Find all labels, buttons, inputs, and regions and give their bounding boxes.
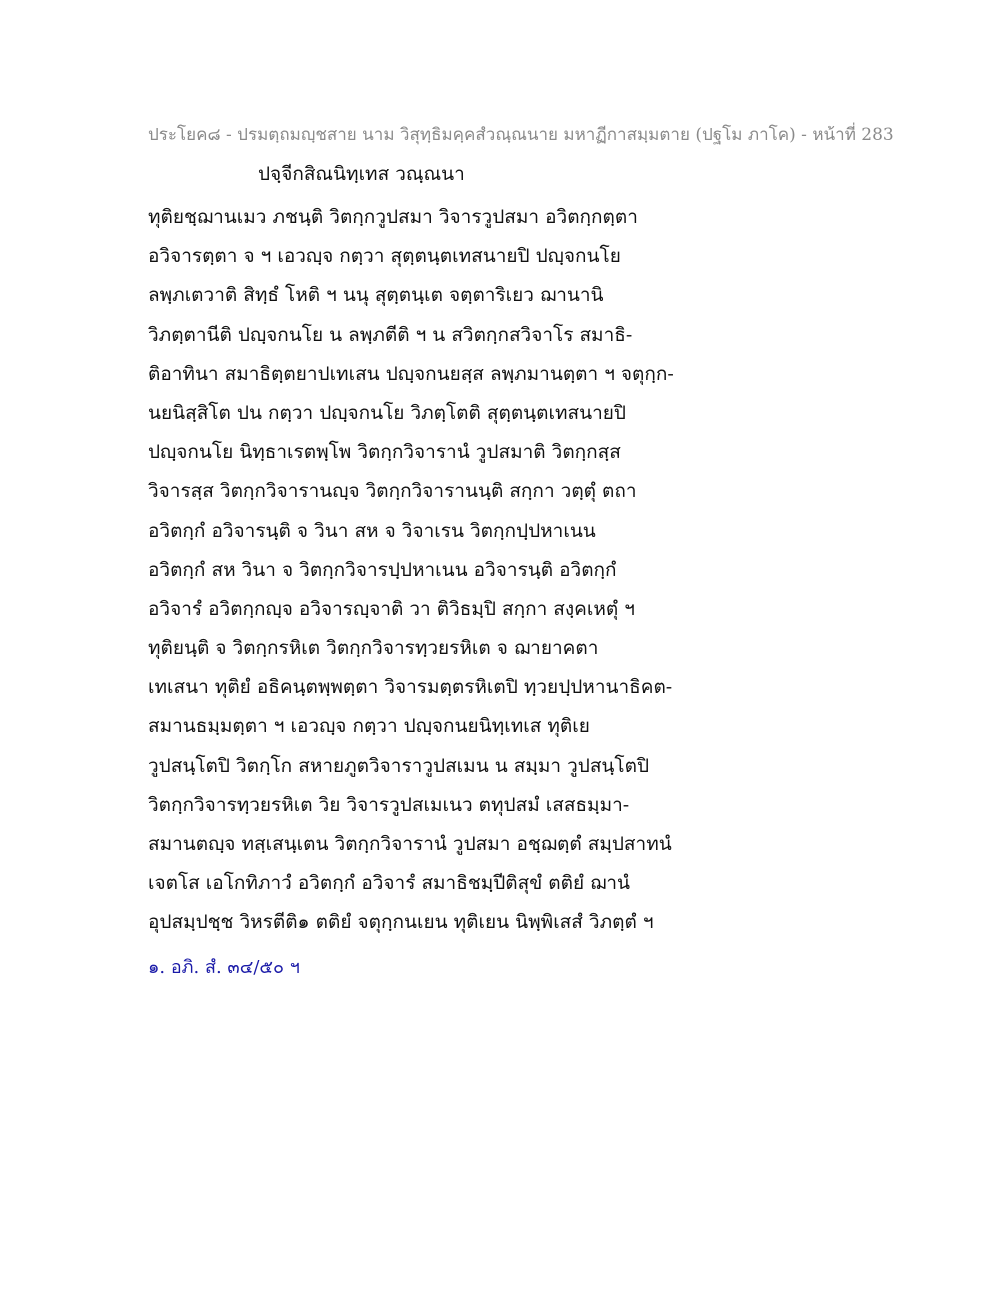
body-line: เทเสนา ทุติยํ อธิคนฺตพฺพตฺตา วิจารมตฺตรหิเตปิ ทฺวยปฺปหานาธิคต- — [148, 676, 673, 699]
section-title: ปจฺจีกสิณนิทฺเทส วณฺณนา — [258, 163, 465, 185]
body-line: นยนิสฺสิโต ปน กตฺวา ปญฺจกนโย วิภตฺโตติ สุตฺตนฺตเทสนายปิ — [148, 401, 626, 424]
body-line: สมานธมฺมตฺตา ฯ เอวญฺจ กตฺวา ปญฺจกนยนิทฺเทเส ทุติเย — [148, 715, 590, 738]
body-line: สมานตญฺจ ทสฺเสนฺเตน วิตกฺกวิจารานํ วูปสมา อชฺฌตฺตํ สมฺปสาทนํ — [148, 833, 672, 855]
body-text — [148, 198, 748, 943]
body-line: อวิจารํ อวิตกฺกญฺจ อวิจารญฺจาติ วา ติวิธมฺปิ สกฺกา สงฺคเหตุํ ฯ — [148, 597, 635, 620]
body-line: อวิตกฺกํ สห วินา จ วิตกฺกวิจารปฺปหาเนน อวิจารนฺติ อวิตกฺกํ — [148, 558, 617, 581]
body-line: ทุติยชฺฌานเมว ภชนฺติ วิตกฺกวูปสมา วิจารวูปสมา อวิตกฺกตฺตา — [148, 206, 638, 228]
body-line: เจตโส เอโกทิภาวํ อวิตกฺกํ อวิจารํ สมาธิชมฺปีติสุขํ ตติยํ ฌานํ — [148, 872, 631, 895]
body-line: วิตกฺกวิจารทฺวยรหิเต วิย วิจารวูปสเมเนว ตทุปสมํ เสสธมฺมา- — [148, 793, 630, 816]
body-line: อวิตกฺกํ อวิจารนฺติ จ วินา สห จ วิจาเรน วิตกฺกปฺปหาเนน — [148, 519, 596, 542]
body-line: วิภตฺตานีติ ปญฺจกนโย น ลพฺภตีติ ฯ น สวิตกฺกสวิจาโร สมาธิ- — [148, 323, 633, 346]
body-line: อุปสมฺปชฺช วิหรตีติ๑ ตติยํ จตุกฺกนเยน ทุติเยน นิพฺพิเสสํ วิภตฺตํ ฯ — [148, 911, 654, 934]
footnote: ๑. อภิ. สํ. ๓๔/๕๐ ฯ — [148, 957, 300, 978]
body-line: ลพฺภเตวาติ สิทฺธํ โหติ ฯ นนุ สุตฺตนฺเต จตฺตาริเยว ฌานานิ — [148, 284, 604, 307]
body-line: ปญฺจกนโย นิทฺธาเรตพฺโพ วิตกฺกวิจารานํ วูปสมาติ วิตกฺกสฺส — [148, 441, 621, 464]
body-line: ติอาทินา สมาธิตฺตยาปเทเสน ปญฺจกนยสฺส ลพฺภมานตฺตา ฯ จตุกฺก- — [148, 362, 674, 385]
body-line: วูปสนฺโตปิ วิตกฺโก สหายภูตวิจาราวูปสเมน น สมฺมา วูปสนฺโตปิ — [148, 754, 650, 777]
body-line: วิจารสฺส วิตกฺกวิจารานญฺจ วิตกฺกวิจารานนฺติ สกฺกา วตฺตุํ ตถา — [148, 480, 637, 503]
body-line: ทุติยนฺติ จ วิตกฺกรหิเต วิตกฺกวิจารทฺวยรหิเต จ ฌายาคตา — [148, 637, 599, 660]
body-line: อวิจารตฺตา จ ฯ เอวญฺจ กตฺวา สุตฺตนฺตเทสนายปิ ปญฺจกนโย — [148, 245, 621, 268]
running-header: ประโยค๘ - ปรมตฺถมญฺชสาย นาม วิสุทฺธิมคฺคสํวณฺณนาย มหาฏีกาสมฺมตาย (ปฐโม ภาโค) - หน้าที่ 283 — [148, 125, 894, 145]
